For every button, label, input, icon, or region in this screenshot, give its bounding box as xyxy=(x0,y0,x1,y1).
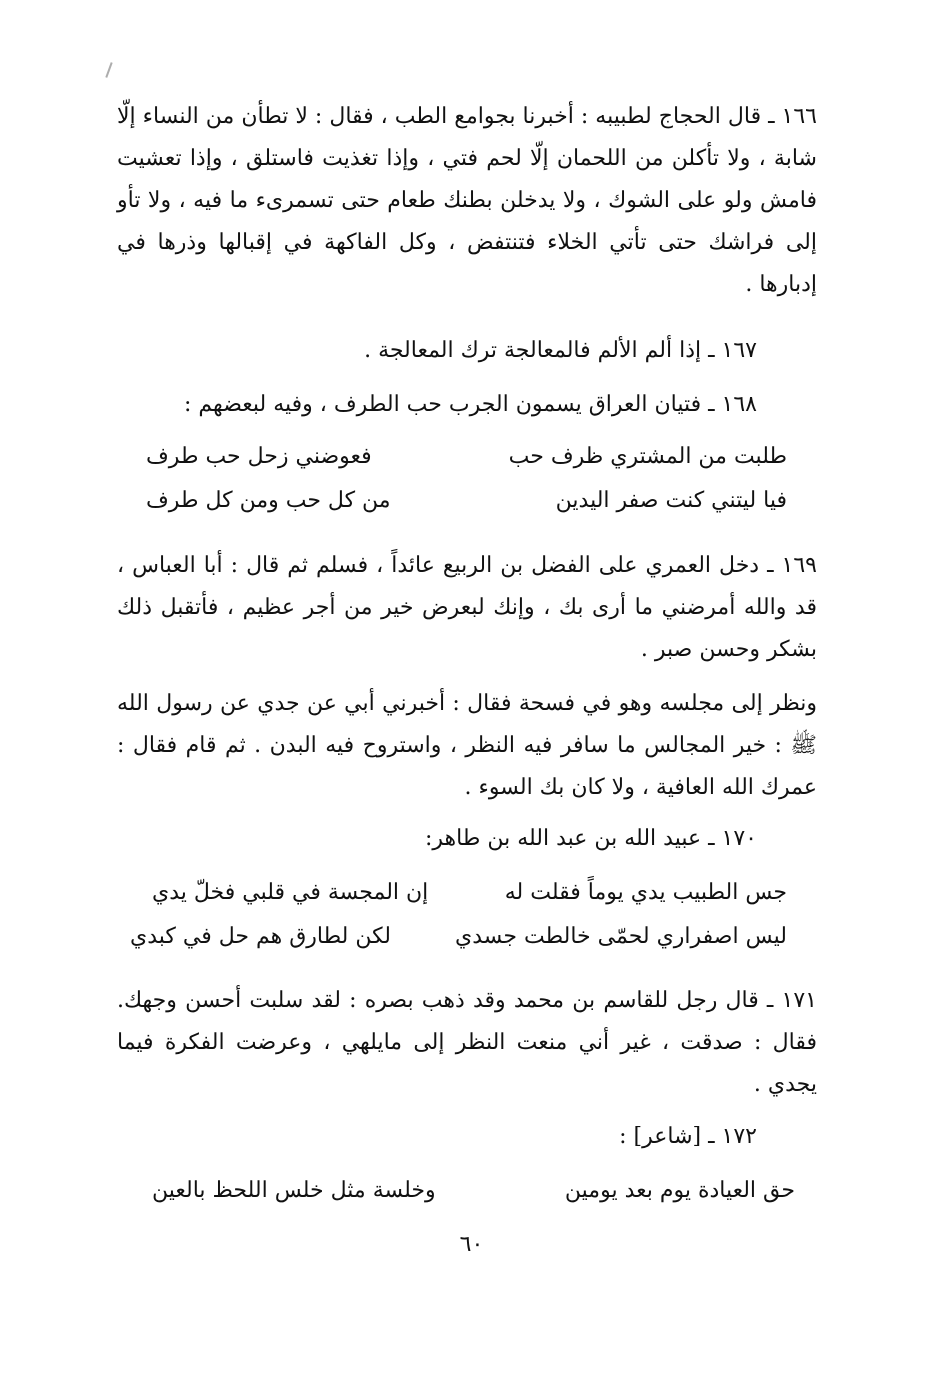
verse-168-2-first: فيا ليتني كنت صفر اليدين xyxy=(555,488,787,513)
verse-172-1-first: حق العيادة يوم بعد يومين xyxy=(564,1178,795,1203)
entry-169-continued: ونظر إلى مجلسه وهو في فسحة فقال : أخبرني أبي عن جدي عن رسول الله ﷺ : خير المجالس ما سافر فيه النظر ، واستروح فيه البدن . ثم قام فقال : عمرك الله العافية ، ولا كان بك السوء . xyxy=(117,691,817,800)
entry-172-intro: ١٧٢ ـ [شاعر] : xyxy=(619,1124,757,1149)
entry-170-intro: ١٧٠ ـ عبيد الله بن عبد الله بن طاهر: xyxy=(424,826,757,851)
verse-168-2-second: من كل حب ومن كل طرف xyxy=(146,488,391,513)
entry-167: ١٦٧ ـ إذا ألم الألم فالمعالجة ترك المعالجة . xyxy=(364,338,757,363)
verse-168-1-first: طلبت من المشتري ظرف حب xyxy=(508,444,787,469)
page-number: ٦٠ xyxy=(459,1232,484,1257)
entry-168-intro: ١٦٨ ـ فتيان العراق يسمون الجرب حب الطرف ، وفيه لبعضهم : xyxy=(184,392,757,417)
entry-171: ١٧١ ـ قال رجل للقاسم بن محمد وقد ذهب بصره : لقد سلبت أحسن وجهك. فقال : صدقت ، غير أني منعت النظر إلى مايلهي ، وعرضت الفكرة فيما يجدي . xyxy=(117,988,817,1097)
entry-166: ١٦٦ ـ قال الحجاج لطبيبه : أخبرنا بجوامع الطب ، فقال : لا تطأن من النساء إلّا شابة ، ولا تأكلن من اللحمان إلّا لحم فتي ، وإذا تغذيت فاستلق ، وإذا تعشيت فامش ولو على الشوك ، ولا يدخلن بطنك طعام حتى تسمرىء ما فيه ، ولا تأو إلى فراشك حتى تأتي الخلاء فتنتفض ، وكل الفاكهة في إقبالها وذرها في إدبارها . xyxy=(117,104,817,297)
entry-169: ١٦٩ ـ دخل العمري على الفضل بن الربيع عائداً ، فسلم ثم قال : أبا العباس ، قد والله أمرضني ما أرى بك ، وإنك لبعرض خير من أجر عظيم ، فأتقبل ذلك بشكر وحسن صبر . xyxy=(117,553,817,662)
verse-170-2-second: لكن لطارق هم حل في كبدي xyxy=(130,924,391,949)
margin-mark xyxy=(105,62,112,78)
verse-170-1-first: جس الطبيب يدي يوماً فقلت له xyxy=(504,880,787,905)
verse-172-1-second: وخلسة مثل خلس اللحظ بالعين xyxy=(152,1178,436,1203)
verse-170-2-first: ليس اصفراري لحمّى خالطت جسدي xyxy=(455,924,787,949)
verse-170-1-second: إن المجسة في قلبي فخلّ يدي xyxy=(152,880,429,905)
verse-168-1-second: فعوضني زحل حب طرف xyxy=(146,444,372,469)
